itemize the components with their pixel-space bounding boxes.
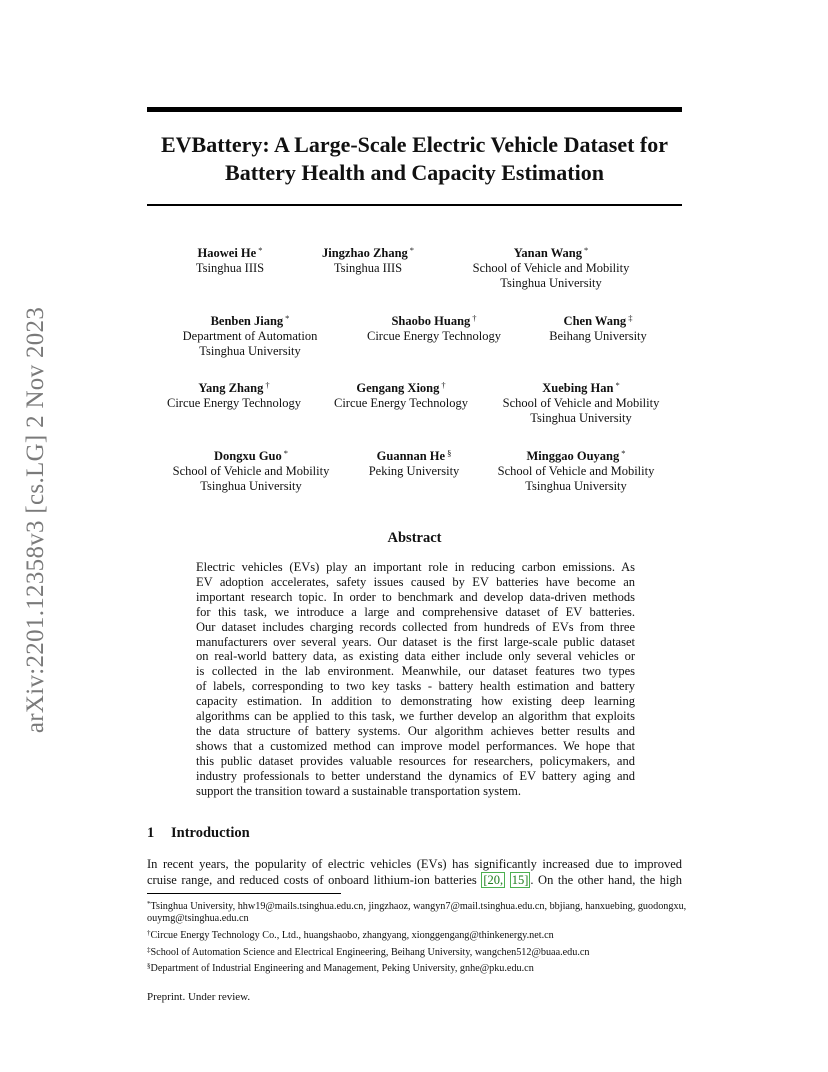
footnote	[147, 927, 687, 942]
footnote-text: School of Automation Science and Electrical Engineering, Beihang University, wangchen512@buaa.edu.cn	[150, 946, 590, 958]
footnote-text: Circue Energy Technology Co., Ltd., huangshaobo, zhangyang, xionggengang@thinkenergy.net.cn	[150, 929, 554, 941]
intro-line: In recent years, the popularity of electric vehicles (EVs) has significantly increased due to improved	[147, 857, 682, 871]
section-heading-introduction	[147, 825, 250, 842]
author-affiliation: School of Vehicle and Mobility	[172, 464, 330, 478]
abstract-line: is collected in the lab environment. Meanwhile, our dataset features two types	[196, 664, 635, 679]
author-affiliation: Tsinghua University	[200, 479, 302, 493]
author-name: Haowei He *	[197, 245, 263, 260]
abstract-line: Our dataset includes charging records collected from hundreds of EVs from three	[196, 619, 635, 634]
author-affiliation: Circue Energy Technology	[333, 396, 469, 410]
author-block	[498, 446, 655, 494]
footnote-text: Department of Industrial Engineering and Management, Peking University, gnhe@pku.edu.cn	[150, 963, 534, 975]
abstract-body	[196, 560, 635, 799]
author-affiliation: Tsinghua IIIS	[333, 261, 403, 275]
author-name: Gengang Xiong †	[356, 380, 446, 395]
footnote-rule	[147, 893, 341, 894]
author-affiliation: Tsinghua University	[500, 276, 602, 290]
citation-link[interactable]: [20,	[483, 872, 504, 887]
author-block	[334, 378, 468, 411]
intro-text: . On the other hand, the high	[530, 872, 682, 887]
author-name: Dongxu Guo *	[214, 448, 288, 463]
abstract-heading: Abstract	[387, 530, 442, 546]
abstract-line: the data structure of battery systems. Our algorithm achieves better results and	[196, 723, 635, 738]
author-affiliation: Tsinghua University	[530, 411, 632, 425]
author-name: Chen Wang ‡	[563, 313, 633, 328]
intro-line	[147, 873, 682, 889]
author-name: Minggao Ouyang *	[526, 448, 626, 463]
author-name: Jingzhao Zhang *	[321, 245, 415, 260]
footnote-mark: §	[147, 962, 151, 971]
author-block	[196, 243, 264, 276]
abstract-line: EV adoption accelerates, safety issues caused by EV batteries have become an	[196, 574, 635, 589]
abstract-line: shows that a customized method can improve model performances. We hope that	[196, 738, 635, 753]
abstract-line: manufacturers over several years. Our dataset is the first large-scale public dataset	[196, 634, 635, 649]
abstract-line: this public dataset provides valuable resources for researchers, policymakers, and	[196, 753, 635, 768]
arxiv-stamp: arXiv:2201.12358v3 [cs.LG] 2 Nov 2023	[22, 306, 49, 734]
author-affiliation: Circue Energy Technology	[366, 329, 502, 343]
author-name: Xuebing Han *	[542, 380, 620, 395]
author-affiliation: Department of Automation	[182, 329, 318, 343]
abstract-line: important research topic. In order to benchmark and develop data-driven methods	[196, 589, 635, 604]
author-block	[183, 311, 318, 359]
footnote-mark: *	[147, 900, 151, 908]
author-affiliation: Tsinghua University	[199, 344, 301, 358]
author-block	[173, 446, 330, 494]
footnote	[147, 960, 687, 975]
citation-link[interactable]: 15]	[511, 872, 529, 887]
abstract-line: industry professionals to better understand the dynamics of EV battery aging and	[196, 768, 635, 783]
author-affiliation: School of Vehicle and Mobility	[502, 396, 660, 410]
footnote	[147, 898, 687, 925]
title-line-1: EVBattery: A Large-Scale Electric Vehicle Dataset for	[160, 132, 669, 157]
title-top-rule	[147, 107, 682, 112]
author-name: Benben Jiang *	[210, 313, 290, 328]
author-name: Guannan He §	[376, 448, 452, 463]
author-block	[167, 378, 301, 411]
abstract-line: capacity estimation. In addition to demonstrating how existing deep learning	[196, 694, 635, 709]
author-block	[503, 378, 660, 426]
footnote-text: Tsinghua University, hhw19@mails.tsinghua.edu.cn, jingzhaoz, wangyn7@mail.tsinghua.edu.cn, bbjiang, hanxuebing, guodongxu, ouymg@tsinghua.edu.cn	[147, 901, 687, 925]
author-block	[367, 311, 501, 344]
author-block	[549, 311, 647, 344]
intro-paragraph	[147, 857, 682, 888]
abstract-line: algorithms can be applied to this task, we further develop an algorithm that exploits	[196, 709, 635, 724]
author-block	[369, 446, 460, 479]
author-affiliation: School of Vehicle and Mobility	[497, 464, 655, 478]
abstract-line: support the transition toward a sustainable transportation system.	[196, 783, 521, 798]
intro-text: cruise range, and reduced costs of onboard lithium-ion batteries	[147, 872, 482, 887]
author-affiliation: Tsinghua IIIS	[195, 261, 265, 275]
footnote-mark: †	[147, 928, 151, 937]
section-number: 1	[147, 825, 155, 841]
author-affiliation: Tsinghua University	[525, 479, 627, 493]
author-affiliation: School of Vehicle and Mobility	[472, 261, 630, 275]
abstract-line: on real-world battery data, as existing data either include only several vehicles or	[196, 649, 635, 664]
preprint-note: Preprint. Under review.	[147, 991, 251, 1003]
abstract-line: of labels, corresponding to two key tasks - battery health estimation and battery	[196, 679, 635, 694]
author-block	[322, 243, 414, 276]
title-line-2: Battery Health and Capacity Estimation	[225, 160, 604, 185]
author-name: Shaobo Huang †	[391, 313, 477, 328]
author-block	[473, 243, 630, 291]
author-name: Yang Zhang †	[198, 380, 270, 395]
abstract-line: for this task, we introduce a large and comprehensive dataset of EV batteries.	[196, 604, 635, 619]
paper-title	[147, 131, 682, 187]
section-title: Introduction	[171, 825, 250, 841]
title-bottom-rule	[147, 204, 682, 206]
author-affiliation: Circue Energy Technology	[166, 396, 302, 410]
abstract-line: Electric vehicles (EVs) play an important role in reducing carbon emissions. As	[196, 560, 635, 574]
footnote	[147, 944, 687, 959]
author-name: Yanan Wang *	[513, 245, 589, 260]
footnote-mark: ‡	[147, 945, 151, 954]
footnotes	[147, 898, 687, 977]
author-affiliation: Peking University	[368, 464, 460, 478]
author-affiliation: Beihang University	[549, 329, 647, 343]
